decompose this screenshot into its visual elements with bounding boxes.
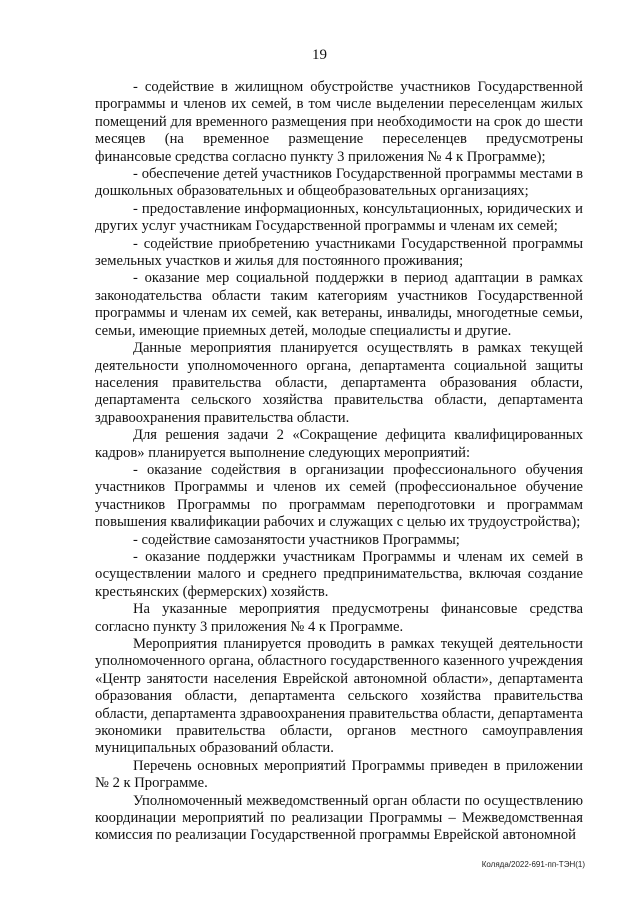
paragraph-preschool-places: - обеспечение детей участников Государственной программы местами в дошкольных образовательных и общеобразовательных организациях; [95,166,583,200]
paragraph-current-activity: Данные мероприятия планируется осуществлять в рамках текущей деятельности уполномоченного органа, департамента социальной защиты населения правительства области, департамента образования области, департамента сельского хозяйства правительства области, департамента здравоохранения правительства области. [95,340,583,426]
paragraph-land-acquisition: - содействие приобретению участниками Государственной программы земельных участков и жилья для постоянного проживания; [95,235,583,270]
document-footer-code: Коляда/2022-691-пп-ТЭН(1) [481,860,585,869]
paragraph-information-services: - предоставление информационных, консультационных, юридических и других услуг участникам Государственной программы и членам их семей; [95,200,583,235]
paragraph-housing-assistance: - содействие в жилищном обустройстве участников Государственной программы и членов их семей, в том числе выделении переселенцам жилых помещений для временного размещения при необходимости на срок до шести месяцев (на временное размещение переселенцев предусмотрены финансовые средства согласно пункту 3 приложения № 4 к Программе); [95,79,583,165]
paragraph-task-2: Для решения задачи 2 «Сокращение дефицита квалифицированных кадров» планируется выполнение следующих мероприятий: [95,427,583,461]
paragraph-social-support: - оказание мер социальной поддержки в период адаптации в рамках законодательства области таким категориям участников Государственной программы и членам их семей, как ветераны, инвалиды, многодетные семьи, семьи, имеющие приемных детей, молодые специалисты и другие. [95,270,583,339]
paragraph-self-employment: - содействие самозанятости участников Программы; [133,531,460,548]
page-number: 19 [312,47,327,63]
paragraph-funding: На указанные мероприятия предусмотрены финансовые средства согласно пункту 3 приложения № 4 к Программе. [95,601,583,635]
paragraph-coordination-body: Уполномоченный межведомственный орган области по осуществлению координации мероприятий по реализации Программы – Межведомственная комиссия по реализации Государственной программы Еврейской автономной [95,792,583,844]
paragraph-professional-training: - оказание содействия в организации профессионального обучения участников Программы и членов их семей (профессиональное обучение участников Программы по программам переподготовки и программам повышения квалификации рабочих и служащих с целью их трудоустройства); [95,461,583,531]
paragraph-business-support: - оказание поддержки участникам Программы и членам их семей в осуществлении малого и среднего предпринимательства, включая создание крестьянских (фермерских) хозяйств. [95,548,583,600]
paragraph-activity-list: Перечень основных мероприятий Программы приведен в приложении № 2 к Программе. [95,757,583,792]
paragraph-implementing-bodies: Мероприятия планируется проводить в рамках текущей деятельности уполномоченного органа, областного государственного казенного учреждения «Центр занятости населения Еврейской автономной области», департамента образования области, департамента сельского хозяйства правительства области, департамента здравоохранения правительства области, департамента экономики правительства области, органов местного самоуправления муниципальных образований области. [95,636,583,757]
body-text [95,79,583,845]
